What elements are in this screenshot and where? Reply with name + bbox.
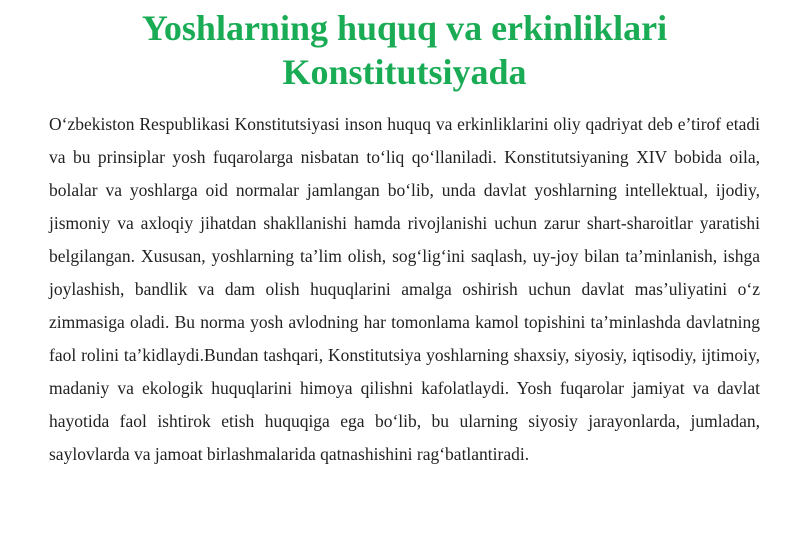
document-title: Yoshlarning huquq va erkinliklari Konstitutsiyada <box>141 8 668 92</box>
body-paragraph: O‘zbekiston Respublikasi Konstitutsiyasi inson huquq va erkinliklarini oliy qadriyat deb e’tirof etadi va bu prinsiplar yosh fuqarolarga nisbatan to‘liq qo‘llaniladi. Konstitutsiyaning XIV bobida oila, bolalar va yoshlarga oid normalar jamlangan bo‘lib, unda davlat yoshlarning intellektual, ijodiy, jismoniy va axloqiy jihatdan shakllanishi hamda rivojlanishi uchun zarur shart-sharoitlar yaratishi belgilangan. Xususan, yoshlarning ta’lim olish, sog‘lig‘ini saqlash, uy-joy bilan ta’minlanish, ishga joylashish, bandlik va dam olish huquqlarini amalga oshirish uchun davlat mas’uliyatini o‘z zimmasiga oladi. Bu norma yosh avlodning har tomonlama kamol topishini ta’minlashda davlatning faol rolini ta’kidlaydi.Bundan tashqari, Konstitutsiya yoshlarning shaxsiy, siyosiy, iqtisodiy, ijtimoiy, madaniy va ekologik huquqlarini himoya qilishni kafolatlaydi. Yosh fuqarolar jamiyat va davlat hayotida faol ishtirok etish huquqiga ega bo‘lib, bu ularning siyosiy jarayonlarda, jumladan, saylovlarda va jamoat birlashmalarida qatnashishini rag‘batlantiradi. <box>49 114 760 464</box>
